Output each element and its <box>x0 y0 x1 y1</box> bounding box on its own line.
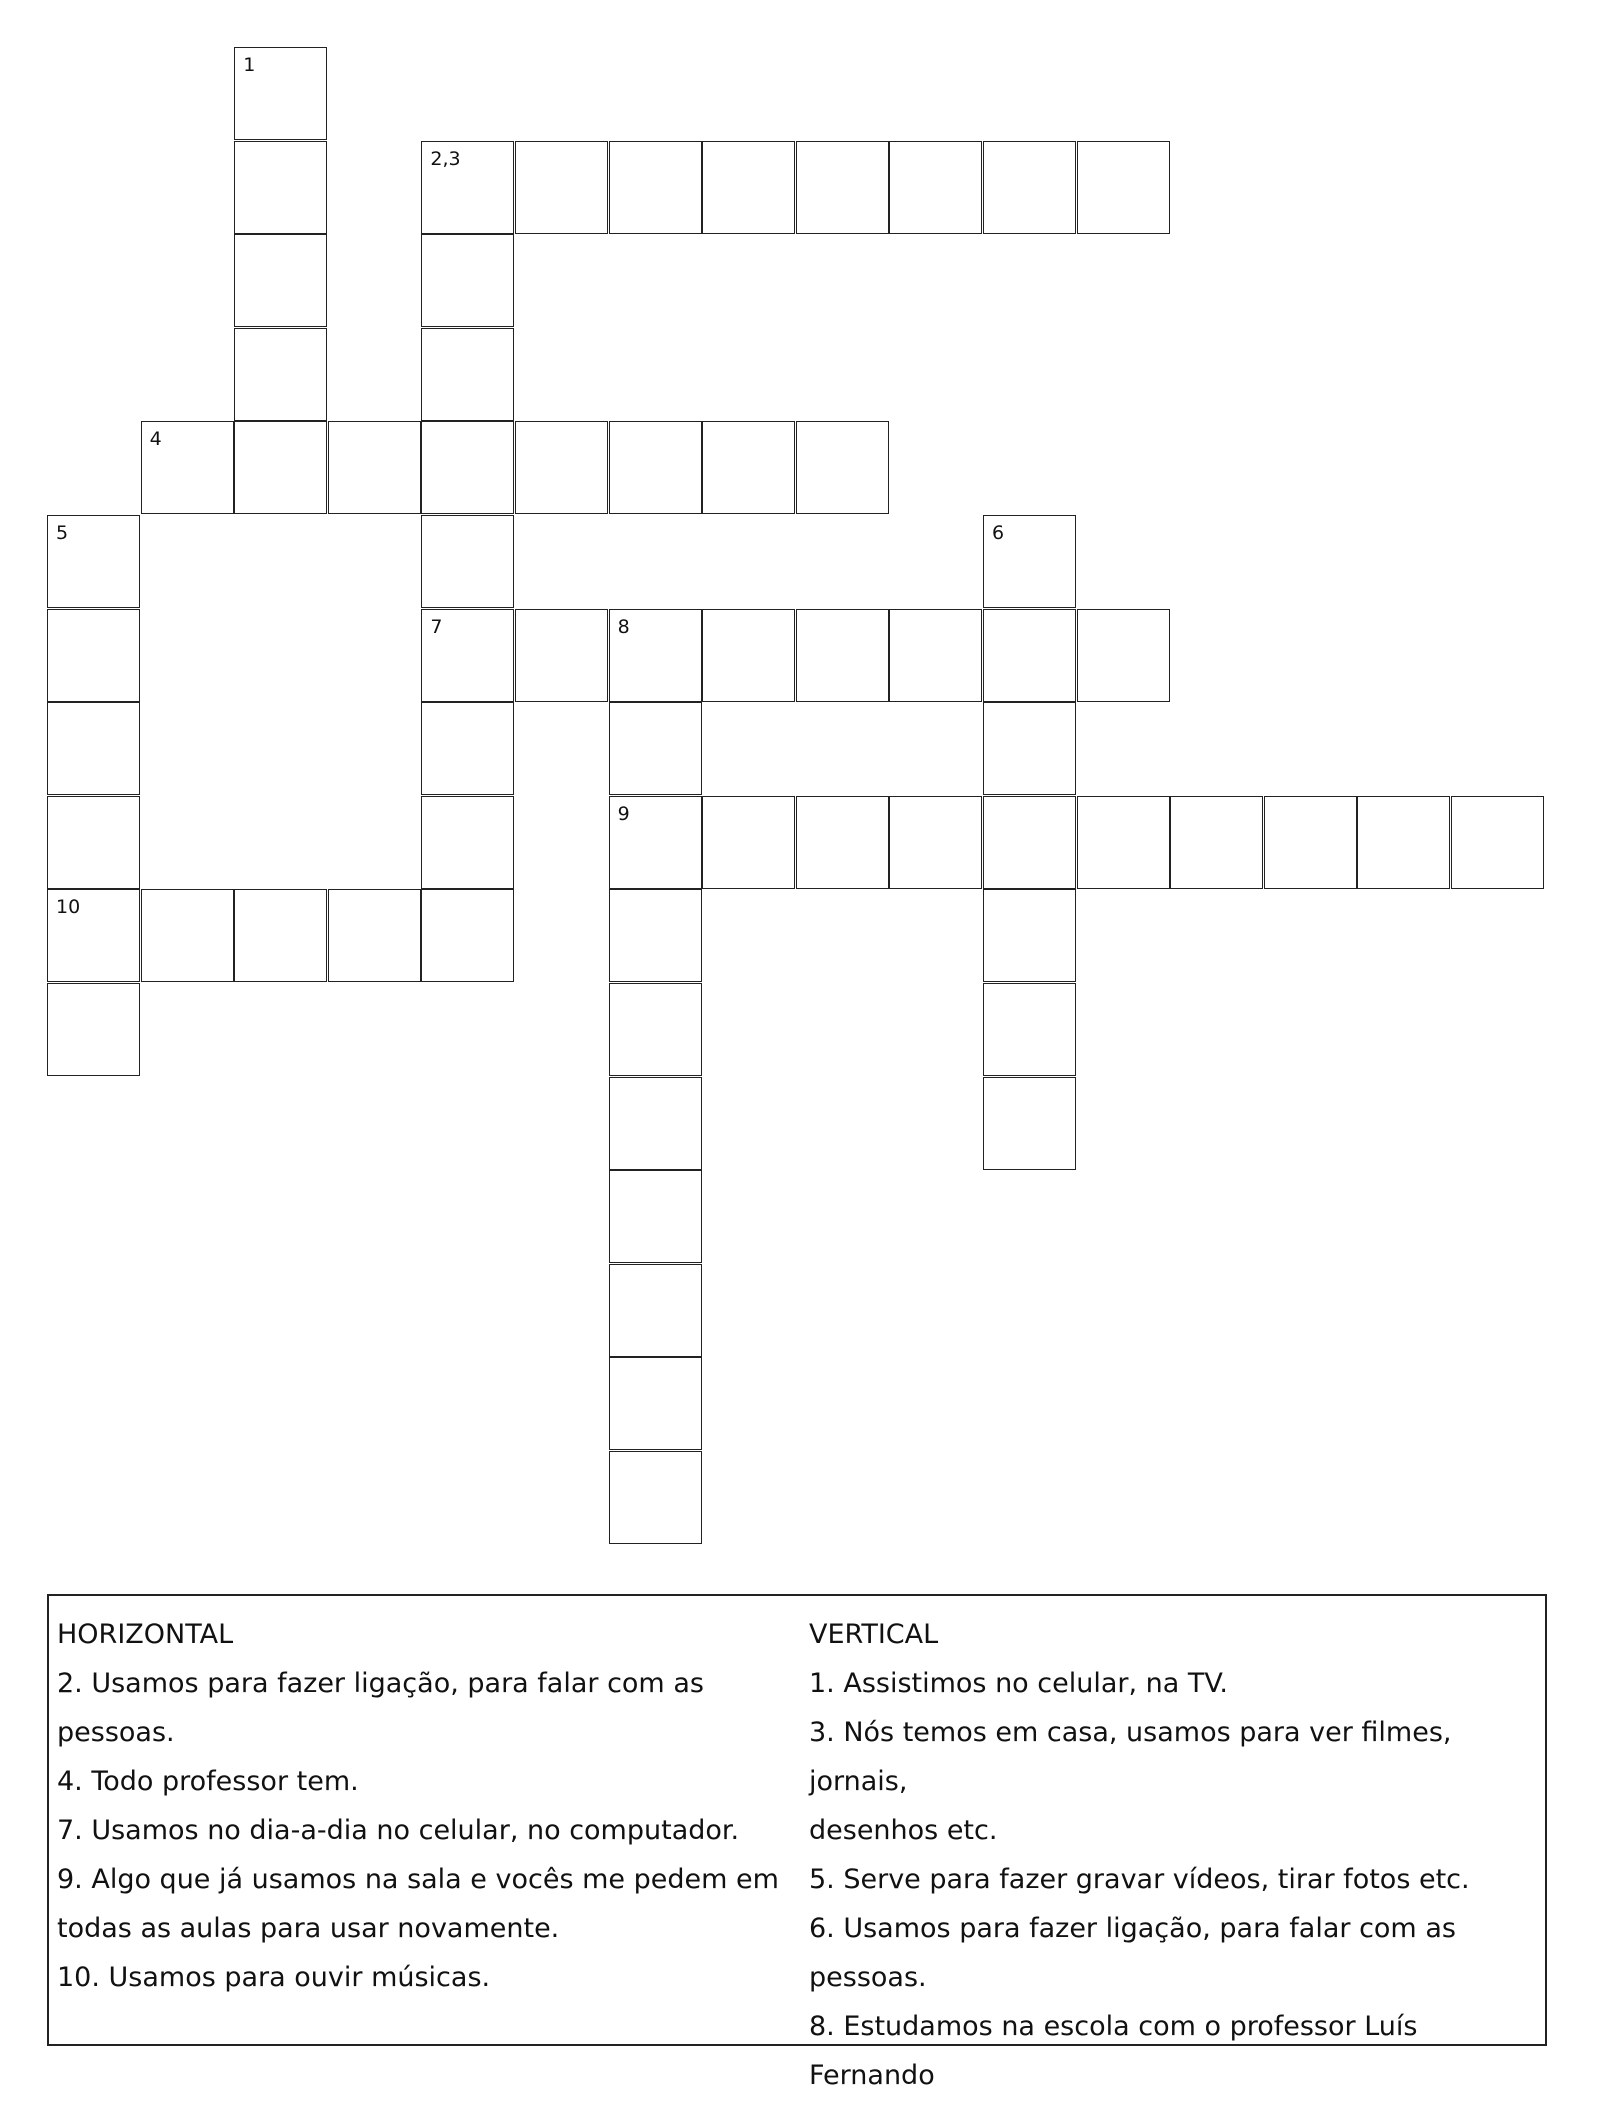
clue-number: 10 <box>56 896 81 919</box>
clue-line: desenhos etc. <box>809 1815 998 1846</box>
clue-number: 2,3 <box>430 147 461 170</box>
crossword-cell[interactable] <box>796 796 889 889</box>
clue-number: 8 <box>617 615 630 638</box>
clue-line: pessoas. <box>57 1717 175 1748</box>
crossword-cell[interactable] <box>702 609 795 702</box>
clue-line: todas as aulas para usar novamente. <box>57 1913 560 1944</box>
crossword-cell[interactable] <box>702 141 795 234</box>
clue-number: 5 <box>56 522 69 544</box>
crossword-cell[interactable] <box>796 609 889 702</box>
crossword-cell[interactable] <box>983 796 1076 889</box>
crossword-cell[interactable] <box>141 889 234 982</box>
crossword-cell[interactable] <box>609 1451 702 1544</box>
clue-number: 9 <box>617 802 630 825</box>
crossword-cell[interactable] <box>421 421 514 514</box>
crossword-cell[interactable] <box>609 1077 702 1170</box>
crossword-cell[interactable] <box>47 796 140 889</box>
crossword-cell[interactable] <box>515 421 608 514</box>
crossword-cell[interactable] <box>609 1170 702 1263</box>
horizontal-heading: HORIZONTAL <box>57 1619 234 1650</box>
crossword-cell[interactable] <box>421 609 514 702</box>
crossword-cell[interactable] <box>1170 796 1263 889</box>
crossword-cell[interactable] <box>796 421 889 514</box>
crossword-cell[interactable] <box>515 141 608 234</box>
clue-number: 6 <box>992 522 1005 544</box>
crossword-cell[interactable] <box>1077 141 1170 234</box>
vertical-heading: VERTICAL <box>809 1619 939 1650</box>
crossword-cell[interactable] <box>421 328 514 421</box>
crossword-cell[interactable] <box>328 421 421 514</box>
clue-number: 1 <box>243 54 256 76</box>
crossword-cell[interactable] <box>983 1077 1076 1170</box>
crossword-cell[interactable] <box>47 702 140 795</box>
crossword-cell[interactable] <box>983 983 1076 1076</box>
crossword-cell[interactable] <box>983 702 1076 795</box>
crossword-cell[interactable] <box>889 609 982 702</box>
crossword-cell[interactable] <box>1451 796 1544 889</box>
crossword-cell[interactable] <box>234 141 327 234</box>
clue-line: 6. Usamos para fazer ligação, para falar com as <box>809 1913 1456 1944</box>
crossword-cell[interactable] <box>47 983 140 1076</box>
vertical-clues <box>809 1610 1549 2100</box>
crossword-cell[interactable] <box>421 889 514 982</box>
crossword-cell[interactable] <box>983 889 1076 982</box>
crossword-cell[interactable] <box>515 609 608 702</box>
crossword-cell[interactable] <box>983 515 1076 608</box>
crossword-cell[interactable] <box>1077 796 1170 889</box>
crossword-cell[interactable] <box>234 889 327 982</box>
crossword-cell[interactable] <box>609 1357 702 1450</box>
clue-line: 1. Assistimos no celular, na TV. <box>809 1668 1228 1699</box>
clue-line: 8. Estudamos na escola com o professor Luís Fernando <box>809 2011 1418 2091</box>
crossword-cell[interactable] <box>609 609 702 702</box>
crossword-cell[interactable] <box>609 702 702 795</box>
crossword-cell[interactable] <box>609 983 702 1076</box>
crossword-cell[interactable] <box>983 609 1076 702</box>
crossword-cell[interactable] <box>983 141 1076 234</box>
crossword-cell[interactable] <box>141 421 234 514</box>
crossword-cell[interactable] <box>609 141 702 234</box>
crossword-cell[interactable] <box>47 889 140 982</box>
crossword-cell[interactable] <box>421 515 514 608</box>
crossword-cell[interactable] <box>421 796 514 889</box>
clue-line: 5. Serve para fazer gravar vídeos, tirar fotos etc. <box>809 1864 1470 1895</box>
crossword-cell[interactable] <box>796 141 889 234</box>
clue-line: 3. Nós temos em casa, usamos para ver filmes, jornais, <box>809 1717 1452 1797</box>
clue-line: 10. Usamos para ouvir músicas. <box>57 1962 491 1993</box>
crossword-cell[interactable] <box>609 889 702 982</box>
crossword-cell[interactable] <box>609 796 702 889</box>
clue-line: 4. Todo professor tem. <box>57 1766 359 1797</box>
clue-line: 2. Usamos para fazer ligação, para falar com as <box>57 1668 704 1699</box>
clue-number: 7 <box>430 615 443 638</box>
crossword-cell[interactable] <box>889 796 982 889</box>
crossword-cell[interactable] <box>889 141 982 234</box>
crossword-cell[interactable] <box>1077 609 1170 702</box>
crossword-cell[interactable] <box>702 421 795 514</box>
crossword-cell[interactable] <box>421 234 514 327</box>
clue-line: pessoas. <box>809 1962 927 1993</box>
crossword-cell[interactable] <box>609 1264 702 1357</box>
crossword-cell[interactable] <box>47 609 140 702</box>
crossword-cell[interactable] <box>421 141 514 234</box>
clues-box <box>47 1594 1547 2091</box>
horizontal-clues <box>57 1610 797 2002</box>
clue-line: 9. Algo que já usamos na sala e vocês me pedem em <box>57 1864 779 1895</box>
crossword-cell[interactable] <box>234 234 327 327</box>
clue-number: 4 <box>149 428 162 451</box>
clue-line: 7. Usamos no dia-a-dia no celular, no computador. <box>57 1815 740 1846</box>
crossword-cell[interactable] <box>234 328 327 421</box>
crossword-cell[interactable] <box>234 421 327 514</box>
crossword-cell[interactable] <box>1357 796 1450 889</box>
crossword-cell[interactable] <box>702 796 795 889</box>
crossword-cell[interactable] <box>1264 796 1357 889</box>
crossword-cell[interactable] <box>328 889 421 982</box>
crossword-cell[interactable] <box>47 515 140 608</box>
crossword-cell[interactable] <box>609 421 702 514</box>
crossword-cell[interactable] <box>234 47 327 140</box>
crossword-cell[interactable] <box>421 702 514 795</box>
